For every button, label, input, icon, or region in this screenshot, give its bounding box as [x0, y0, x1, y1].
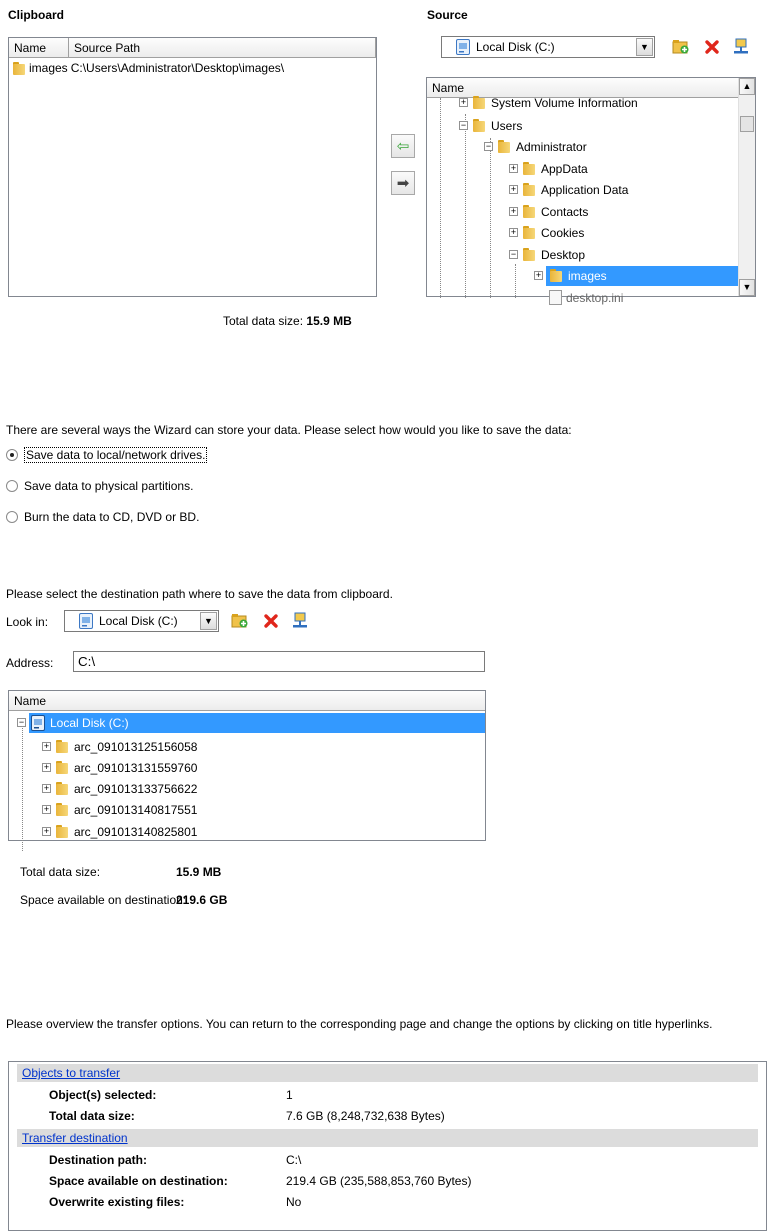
delete-icon[interactable] [262, 612, 280, 630]
collapse-icon[interactable]: − [485, 141, 492, 151]
tree-item[interactable] [509, 222, 584, 243]
folder-icon [548, 268, 564, 283]
summary-value: C:\ [286, 1153, 302, 1167]
tree-item-label: Contacts [541, 204, 589, 219]
tree-item-label: Users [491, 118, 523, 133]
source-tree[interactable] [426, 77, 756, 305]
address-label: Address: [6, 656, 54, 670]
source-drive-select[interactable] [441, 36, 655, 58]
radio-burn-disc[interactable] [6, 510, 199, 524]
collapse-icon[interactable]: − [510, 249, 517, 259]
folder-icon [11, 61, 27, 76]
destination-prompt: Please select the destination path where to save the data from clipboard. [6, 587, 393, 601]
network-drive-icon[interactable] [732, 38, 750, 56]
address-input[interactable] [73, 651, 485, 672]
folder-icon [521, 204, 537, 219]
tree-item[interactable] [509, 244, 585, 265]
look-in-value: Local Disk (C:) [99, 614, 178, 628]
tree-item[interactable] [549, 287, 623, 308]
tree-item-label: Application Data [541, 182, 629, 197]
folder-icon [521, 161, 537, 176]
tree-item-label: System Volume Information [491, 95, 638, 110]
remove-from-clipboard-button[interactable] [391, 171, 415, 195]
tree-item-label: arc_091013125156058 [74, 739, 198, 754]
expand-icon[interactable]: + [43, 826, 50, 836]
tree-item-label: arc_091013140825801 [74, 824, 198, 839]
dest-space-value: 219.6 GB [176, 893, 228, 907]
summary-value: 1 [286, 1088, 293, 1102]
folder-icon [54, 760, 70, 775]
tree-item-label: AppData [541, 161, 588, 176]
tree-item[interactable] [509, 179, 628, 200]
total-size-label: Total data size: [223, 314, 304, 328]
tree-item[interactable] [484, 136, 587, 157]
radio-button[interactable] [6, 480, 18, 492]
clipboard-item-path: C:\Users\Administrator\Desktop\images\ [70, 61, 285, 75]
column-header-name[interactable]: Name [427, 78, 739, 98]
summary-group-header [17, 1129, 758, 1147]
file-icon [549, 290, 562, 305]
expand-icon[interactable]: + [510, 206, 517, 216]
network-drive-icon[interactable] [291, 612, 309, 630]
tree-item-label: Cookies [541, 225, 585, 240]
look-in-label: Look in: [6, 615, 49, 629]
column-header-name[interactable]: Name [9, 38, 69, 58]
summary-label: Destination path: [49, 1153, 147, 1167]
summary-label: Total data size: [49, 1109, 135, 1123]
source-drive-value: Local Disk (C:) [476, 40, 555, 54]
source-tree-scrollbar[interactable] [738, 78, 755, 296]
delete-icon[interactable] [703, 38, 721, 56]
expand-icon[interactable]: + [43, 741, 50, 751]
store-prompt: There are several ways the Wizard can store your data. Please select how would you like to save the data: [6, 423, 572, 437]
radio-save-local[interactable] [6, 447, 207, 463]
tree-item-label: arc_091013131559760 [74, 760, 198, 775]
tree-item[interactable] [459, 115, 522, 136]
tree-item-label: Desktop [541, 247, 586, 262]
clipboard-item-name: images [29, 61, 68, 75]
column-header-source-path[interactable]: Source Path [69, 38, 376, 58]
arrow-right-icon: ➡ [396, 175, 410, 192]
folder-icon [521, 225, 537, 240]
overview-prompt: Please overview the transfer options. You can return to the corresponding page and change the options by clicking on title hyperlinks. [6, 1017, 713, 1031]
tree-item[interactable] [509, 158, 588, 179]
summary-label: Overwrite existing files: [49, 1195, 185, 1209]
look-in-select[interactable] [64, 610, 219, 632]
expand-icon[interactable]: + [43, 783, 50, 793]
tree-item-label: Administrator [516, 139, 587, 154]
dest-total-value: 15.9 MB [176, 865, 222, 879]
tree-item[interactable] [42, 821, 197, 842]
scroll-down-icon[interactable]: ▼ [739, 279, 755, 296]
clipboard-item[interactable] [11, 59, 284, 77]
radio-button[interactable] [6, 449, 18, 461]
total-size-value: 15.9 MB [306, 314, 352, 328]
summary-value: 219.4 GB (235,588,853,760 Bytes) [286, 1174, 472, 1188]
folder-icon [54, 739, 70, 754]
source-heading: Source [427, 8, 468, 22]
radio-button[interactable] [6, 511, 18, 523]
column-header-name[interactable]: Name [9, 691, 485, 711]
folder-icon [54, 824, 70, 839]
tree-item-label: desktop.ini [566, 290, 624, 305]
drive-icon [456, 39, 470, 55]
expand-icon[interactable]: + [535, 270, 542, 280]
summary-label: Object(s) selected: [49, 1088, 157, 1102]
clipboard-heading: Clipboard [8, 8, 64, 22]
tree-item[interactable] [42, 799, 197, 820]
overview-summary [8, 1061, 767, 1231]
folder-icon [521, 247, 537, 262]
summary-value: 7.6 GB (8,248,732,638 Bytes) [286, 1109, 445, 1123]
summary-group-header [17, 1064, 758, 1082]
destination-tree[interactable] [8, 690, 486, 841]
expand-icon[interactable]: + [510, 163, 517, 173]
drive-icon [79, 613, 93, 629]
chevron-down-icon[interactable]: ▼ [200, 612, 217, 630]
chevron-down-icon[interactable]: ▼ [636, 38, 653, 56]
collapse-icon[interactable]: − [18, 717, 25, 727]
dest-total-label: Total data size: [20, 865, 101, 879]
radio-save-partitions[interactable] [6, 479, 193, 493]
tree-item-selected[interactable] [17, 712, 485, 733]
tree-item[interactable] [509, 201, 588, 222]
tree-item[interactable] [459, 92, 638, 113]
radio-label: Save data to physical partitions. [24, 479, 194, 493]
scroll-up-icon[interactable]: ▲ [739, 78, 755, 95]
new-folder-icon[interactable] [672, 38, 690, 56]
tree-item-selected[interactable] [534, 265, 741, 286]
drive-icon [31, 715, 45, 731]
expand-icon[interactable]: + [43, 804, 50, 814]
tree-item[interactable] [42, 757, 197, 778]
folder-icon [54, 781, 70, 796]
clipboard-total [223, 314, 352, 328]
clipboard-list[interactable] [8, 37, 377, 297]
folder-icon [54, 802, 70, 817]
folder-icon [496, 139, 512, 154]
expand-icon[interactable]: + [510, 184, 517, 194]
dest-space-label: Space available on destination: [20, 893, 187, 907]
summary-label: Space available on destination: [49, 1174, 228, 1188]
folder-icon [521, 182, 537, 197]
tree-item-label: arc_091013140817551 [74, 802, 198, 817]
tree-item-label: Local Disk (C:) [50, 715, 129, 730]
collapse-icon[interactable]: − [460, 120, 467, 130]
tree-item-label: arc_091013133756622 [74, 781, 198, 796]
expand-icon[interactable]: + [43, 762, 50, 772]
radio-label: Save data to local/network drives. [26, 448, 206, 462]
transfer-destination-link[interactable]: Transfer destination [22, 1131, 128, 1145]
arrow-left-icon: ⇦ [396, 138, 410, 155]
tree-item-label: images [568, 268, 607, 283]
tree-item[interactable] [42, 736, 197, 757]
add-to-clipboard-button[interactable] [391, 134, 415, 158]
folder-icon [471, 95, 487, 110]
expand-icon[interactable]: + [460, 97, 467, 107]
expand-icon[interactable]: + [510, 227, 517, 237]
radio-label: Burn the data to CD, DVD or BD. [24, 510, 200, 524]
scrollbar-thumb[interactable] [740, 116, 754, 132]
objects-to-transfer-link[interactable]: Objects to transfer [22, 1066, 121, 1080]
new-folder-icon[interactable] [231, 612, 249, 630]
folder-icon [471, 118, 487, 133]
tree-item[interactable] [42, 778, 197, 799]
summary-value: No [286, 1195, 302, 1209]
